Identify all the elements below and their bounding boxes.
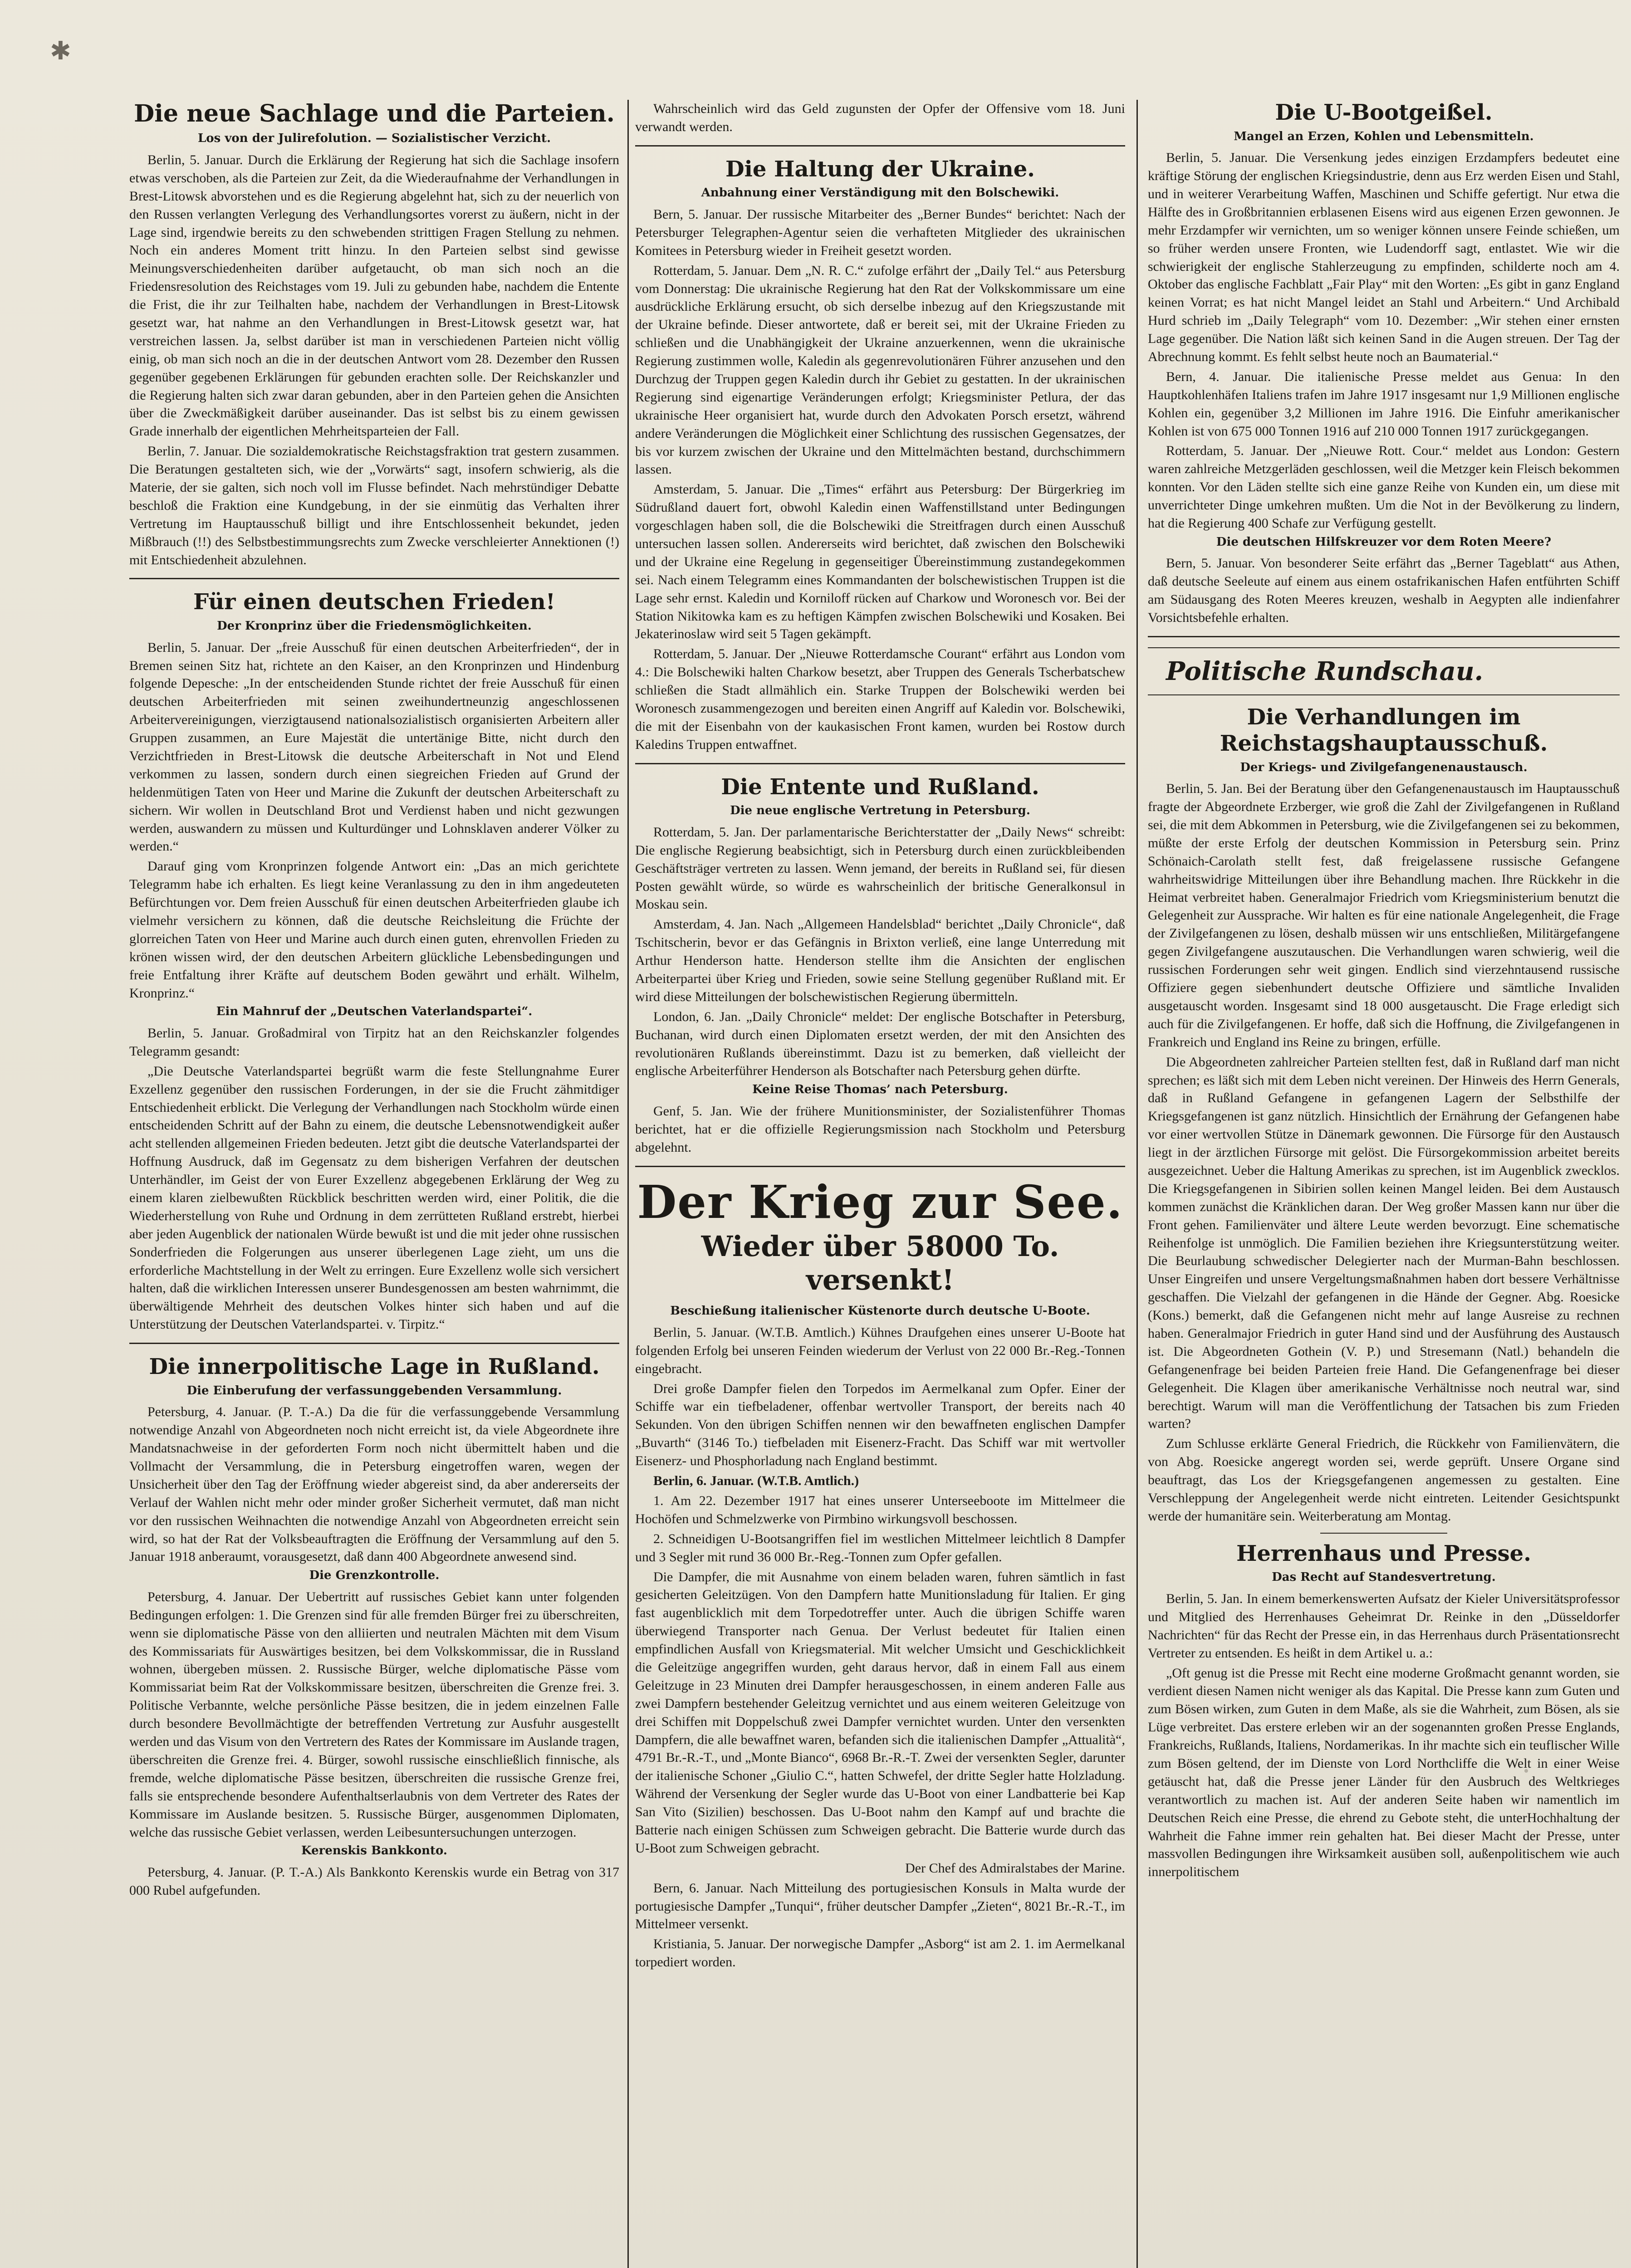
article-headline: Die innerpolitische Lage in Rußland. — [149, 1354, 600, 1380]
article-subheadline: Wieder über 58000 To. versenkt! — [701, 1229, 1059, 1296]
article-subkicker: Keine Reise Thomas’ nach Petersburg. — [752, 1083, 1008, 1097]
article-paragraph: Berlin, 5. Jan. Bei der Beratung über den Gefangenenaustausch im Hauptausschuß fragte der Abgeordnete Erzberger, wie groß die Zahl der Zivilgefangenen in Rußland sei, die mit dem Abkommen in Petersburg, wie die Zivilgefangenen sei zu bekommen, müßte der erste Erfolg der deutschen Kommission in Petersburg sein. Prinz Schönaich-Carolath stellt fest, daß freigelassene russische Gefangene wahrheitswidrige Mitteilungen über ihre Behandlung machen. Ihre Rückkehr in die Heimat verbreitet haben. Generalmajor Friedrich vom Kriegsministerium benutzt die Gelegenheit zur Aussprache. Wir halten es für eine nationale Angelegenheit, die Frage der Zivilgefangenen zu lösen, deshalb müssen wir uns entschließen, Militärgefangene gegen Zivilgefangene auszutauschen. Die Verhandlungen waren schwierig, weil die russischen Forderungen sehr weit gingen. Endlich sind vierzehntausend russische Offiziere gegen siebenhundert deutsche Offiziere und sämtliche Invaliden ausgetauscht worden. Insgesamt sind 18 000 ausgetauscht. Die Frage erledigt sich auch für die Zivilgefangenen. Er hoffe, daß sich die Hoffnung, die Zivilgefangenen in Frankreich und England ins Reine zu bringen, erfülle. — [1148, 781, 1620, 1050]
article-subkicker: Ein Mahnruf der „Deutschen Vaterlandspartei“. — [216, 1005, 533, 1019]
article-kicker: Die neue englische Vertretung in Petersburg. — [730, 804, 1030, 818]
article-separator — [1320, 1533, 1447, 1534]
article-paragraph: Berlin, 5. Januar. Großadmiral von Tirpitz hat an den Reichskanzler folgendes Telegramm gesandt: — [129, 1026, 619, 1059]
article-kicker: Der Kronprinz über die Friedensmöglichkeiten. — [217, 619, 532, 633]
article-paragraph: Bern, 5. Januar. Von besonderer Seite erfährt das „Berner Tageblatt“ aus Athen, daß deutsche Seeleute auf einem aus einem ostafrikanischen Hafen entführten Schiff am Südausgang des Roten Meeres kreuzen, weshalb in Aegypten alle indienfahrer Vorsichtsbefehle erhalten. — [1148, 556, 1620, 626]
article-kicker: Los von der Julirefolution. — Sozialistischer Verzicht. — [198, 132, 551, 146]
article-paragraph: „Oft genug ist die Presse mit Recht eine moderne Großmacht genannt worden, sie verdient diesen Namen nicht weniger als das Kapital. Die Presse kann zum Guten und zum Bösen wirken, zum Guten in dem Maße, als sie die Wahrheit, zum Bösen, als sie Lüge verbreitet. Das erstere erleben wir an der sogenannten großen Presse Englands, Frankreichs, Rußlands, Italiens, Nordamerikas. In ihr machte sich ein teuflischer Wille zum Bösen geltend, der im Dienste von Lord Northcliffe die Welt in einer Weise getäuscht hat, daß die Presse jener Länder für den Ausbruch des Weltkrieges verantwortlich zu machen ist. Auf der anderen Seite haben wir namentlich im Deutschen Reich eine Presse, die ehrend zu Gebote steht, die unterHochhaltung der Wahrheit die Fahne immer rein gehalten hat. Bei dieser Macht der Presse, unter massvollen Bedingungen ihre Wirksamkeit ausüben soll, außenpolitischem wie auch innerpolitischem — [1148, 1665, 1620, 1880]
article-subkicker: Die deutschen Hilfskreuzer vor dem Roten Meere? — [1216, 535, 1552, 549]
lead-paragraph: Wahrscheinlich wird das Geld zugunsten der Opfer der Offensive vom 18. Juni verwandt werden. — [635, 101, 1125, 134]
column-rule — [1136, 100, 1138, 2268]
article-war-at-sea — [635, 1177, 1125, 1972]
article-u-boat — [1148, 100, 1620, 627]
column-1 — [129, 100, 619, 2268]
article-ukraine — [635, 156, 1125, 754]
article-headline: Die Entente und Rußland. — [721, 774, 1039, 800]
article-paragraph: Berlin, 5. Januar. Die Versenkung jedes einzigen Erzdampfers bedeutet eine kräftige Störung der englischen Kriegsindustrie, denn aus Erz werden Eisen und Stahl, und in weiterer Verarbeitung Waffen, Maschinen und Schiffe gefertigt. Nur etwa die Hälfte des in Großbritannien erblasenen Eisens wird aus eigenen Erzen gewonnen. Je mehr Erzdampfer wir vernichten, um so weniger können unsere Feinde schießen, um so früher werden unsere Fronten, wie Ludendorff sagt, entlastet. Wie wir die schwierigkeit der englische Stahlerzeugung zu empfinden, schilderte noch am 4. Oktober das englische Fachblatt „Fair Play“ mit den Worten: „Es gibt in ganz England keinen Vorrat; es hat nicht Mangel leidet an Stahl und Arbeitern.“ Und Archibald Hurd schrieb im „Daily Telegraph“ vom 10. Dezember: „Wir stehen einer ernsten Lage gegenüber. Die Nation läßt sich keinen Sand in die Augen streuen. Der Tag der Abrechnung kommt. Es fehlt selbst heute noch an Baumaterial.“ — [1148, 150, 1620, 364]
article-separator — [635, 1166, 1125, 1167]
article-herrenhaus — [1148, 1541, 1620, 1881]
article-reichstag — [1148, 704, 1620, 1525]
article-kicker: Das Recht auf Standesvertretung. — [1272, 1570, 1496, 1584]
article-kicker: Der Kriegs- und Zivilgefangenenaustausch. — [1240, 760, 1528, 774]
article-paragraph: London, 6. Jan. „Daily Chronicle“ meldet: Der englische Botschafter in Petersburg, Buchanan, wird durch einen Diplomaten ersetzt werden, der mit den Ansichten des revolutionären Rußlands übereinstimmt. Dazu ist zu bemerken, daß vielleicht der englische Arbeiterführer Henderson als Botschafter nach Petersburg gehen dürfte. — [635, 1009, 1125, 1079]
article-paragraph: Berlin, 5. Januar. Durch die Erklärung der Regierung hat sich die Sachlage insofern etwas verschoben, als die Parteien zur Zeit, da die Wiederaufnahme der Verhandlungen in Brest-Litowsk abvorstehen und es die Regierung abgelehnt hat, sich zu der neuerlich von den Russen verlangten Verlegung des Verhandlungsortes vorerst zu äußern, nicht in der Lage sind, irgendwie bereits zu den schwebenden strittigen Fragen Stellung zu nehmen. Noch ein anderes Moment tritt hinzu. In den Parteien selbst sind gewisse Meinungsverschiedenheiten darüber aufgetaucht, ob man sich noch an die Friedensresolution des Reichstages vom 19. Juli zu gebunden habe, nachdem die Entente die Frist, die ihr zur Teilhalten habe, nachdem der Verhandlungen in Brest-Litowsk gesetzt war, hat nahme an den Verhandlungen in Brest-Litowsk gesetzt war, hat verstreichen lassen. Ja, selbst darüber ist man in verschiedenen Parteien nicht völlig einig, ob man sich noch an die in der deutschen Antwort vom 28. Dezember den Russen gegenüber gegebenen Erklärungen für gebunden erachten solle. Der Reichskanzler und die Regierung halten sich zwar daran gebunden, aber in den Parteien gehen die Ansichten über die Zweckmäßigkeit darüber auseinander. Das ist selbst bis zu einem gewissen Grade innerhalb der eigentlichen Mehrheitsparteien der Fall. — [129, 152, 619, 439]
article-subkicker: Kerenskis Bankkonto. — [301, 1844, 447, 1858]
article-paragraph: Bern, 4. Januar. Die italienische Presse meldet aus Genua: In den Hauptkohlenhäfen Italiens trafen im Jahre 1917 insgesamt nur 1,9 Millionen englische Kohlen ein, gegenüber 3,2 Millionen im Jahre 1916. Die Einfuhr amerikanischer Kohlen ist von 675 000 Tonnen 1916 auf 210 000 Tonnen 1917 zurückgegangen. — [1148, 369, 1620, 439]
article-paragraph: Bern, 6. Januar. Nach Mitteilung des portugiesischen Konsuls in Malta wurde der portugiesische Dampfer „Tunqui“, früher deutscher Dampfer „Zieten“, 8021 Br.-R.-T., im Mittelmeer versenkt. — [635, 1880, 1125, 1932]
article-signature: Der Chef des Admiralstabes der Marine. — [905, 1860, 1125, 1876]
article-headline: Die Verhandlungen im Reichstagshauptausschuß. — [1220, 704, 1548, 757]
article-headline: Die Haltung der Ukraine. — [725, 156, 1035, 182]
article-paragraph: Rotterdam, 5. Jan. Der parlamentarische Berichterstatter der „Daily News“ schreibt: Die englische Regierung beabsichtigt, sich in Petersburg durch einen zurückbleibenden Geschäftsträger vertreten zu lassen. Wenn jemand, der bereits in Rußland sei, für diesen Posten gewählt würde, so würde es wahrscheinlich der britische Generalkonsul in Moskau sein. — [635, 824, 1125, 912]
article-kicker: Die Einberufung der verfassunggebenden Versammlung. — [186, 1383, 562, 1398]
article-subkicker: Die Grenzkontrolle. — [309, 1569, 440, 1583]
article-paragraph: Berlin, 5. Januar. Der „freie Ausschuß für einen deutschen Arbeiterfrieden“, der in Bremen seinen Sitz hat, richtete an den Kaiser, an den Kronprinzen und Hindenburg folgende Depesche: „In der entscheidenden Stunde richtet der freie Ausschuß für einen deutschen Arbeiterfrieden mit seinen zweihundertneunzig angeschlossenen Arbeitervereinigungen, vierzigtausend nationalsozialistisch organisierten Arbeitern aller Gruppen zusammen, an Eure Majestät die untertänige Bitte, nicht durch den Verzichtfrieden in Brest-Litowsk die deutsche Arbeiterschaft in Not und Elend verkommen zu lassen, sondern durch einen siegreichen Frieden auf Grund der heldenmütigen Taten von Heer und Marine die Zukunft der deutschen Arbeiterschaft zu sichern. Wir wollen in Deutschland Brot und Verdienst haben und nicht gezwungen werden, auswandern zu müssen und Kulturdünger und Lohnsklaven anderer Völker zu werden.“ — [129, 640, 619, 854]
article-headline: Herrenhaus und Presse. — [1236, 1540, 1531, 1566]
column-rule — [627, 100, 629, 2268]
article-german-peace — [129, 589, 619, 1334]
article-paragraph: Bern, 5. Januar. Der russische Mitarbeiter des „Berner Bundes“ berichtet: Nach der Petersburger Telegraphen-Agentur seien die verhafteten Mitglieder des ukrainischen Komitees in Petersburg wieder in Freiheit gesetzt worden. — [635, 206, 1125, 258]
article-paragraph: Berlin, 5. Jan. In einem bemerkenswerten Aufsatz der Kieler Universitätsprofessor und Mitglied des Herrenhauses Geheimrat Dr. Reinke in den „Düsseldorfer Nachrichten“ für das Recht der Presse ein, in das Herrenhaus durch Präsentationsrecht Vertreter zu entsenden. Es heißt in dem Artikel u. a.: — [1148, 1591, 1620, 1661]
article-kicker: Beschießung italienischer Küstenorte durch deutsche U-Boote. — [670, 1304, 1090, 1318]
article-parties — [129, 100, 619, 569]
article-kicker: Mangel an Erzen, Kohlen und Lebensmitteln. — [1234, 129, 1534, 143]
article-paragraph: Drei große Dampfer fielen den Torpedos im Aermelkanal zum Opfer. Einer der Schiffe war ein tiefbeladener, offenbar wertvoller Transport, der bereits nach 40 Sekunden. Von den übrigen Schiffen nennen wir den bewaffneten englischen Dampfer „Buvarth“ (3146 To.) tiefbeladen mit Eisenerz-Fracht. Das Schiff war mit wertvoller Eisenerz- und Phosphorladung nach England bestimmt. — [635, 1381, 1125, 1469]
article-paragraph: Rotterdam, 5. Januar. Dem „N. R. C.“ zufolge erfährt der „Daily Tel.“ aus Petersburg vom Donnerstag: Die ukrainische Regierung hat den Rat der Volkskommissare um eine ausdrückliche Erklärung ersucht, ob sich derselbe inbezug auf den Kriegszustande mit der Ukraine befinde. Dieser antwortete, daß er bereit sei, mit der Ukraine Frieden zu schließen und die Unabhängigkeit der Ukraine anzuerkennen, wenn die ukrainische Regierung zustimmen wolle, Kaledin als gegenrevolutionären Führer anzusehen und den Durchzug der Truppen gegen Kaledin durch ihr Gebiet zu gestatten. In der ukrainischen Regierung sind eigenartige Veränderungen erfolgt; Kriegsminister Petlura, der das ukrainische Heer organisiert hat, wurde durch den Advokaten Porsch ersetzt, während andere Veränderungen die Möglichkeit einer Schlichtung des russischen Gegensatzes, der bis vor kurzem zwischen der Ukraine und den Mittelmächten bestand, durchschimmern lassen. — [635, 263, 1125, 477]
article-paragraph: Rotterdam, 5. Januar. Der „Nieuwe Rott. Cour.“ meldet aus London: Gestern waren zahlreiche Metzgerläden geschlossen, weil die Metzger kein Fleisch bekommen konnten. Vor den Läden stellte sich eine ganze Reihe von Kunden ein, um diese mit unverrichteter Dinge umkehren mußten. Um die Not in der Bevölkerung zu lindern, hat die Regierung 400 Schafe zur Verfügung gestellt. — [1148, 443, 1620, 531]
article-paragraph: Amsterdam, 5. Januar. Die „Times“ erfährt aus Petersburg: Der Bürgerkrieg im Südrußland dauert fort, obwohl Kaledin einen Waffenstillstand unter Bedingungen vorgeschlagen haben soll, die die Bolschewiki die Streitfragen durch einen Ausschuß untersuchen lassen sollen. Andererseits wird berichtet, daß zwischen den Bolschewiki und der Ukraine eine Regelung in gegenseitiger Übereinstimmung zustandegekommen sei. Nach einem Telegramm eines Kommandanten der bolschewistischen Truppen ist die Lage sehr ernst. Kaledin und Korniloff rücken auf Charkow und Woronesch vor. Bei der Station Nikitowka kam es zu heftigen Kämpfen zwischen Bolschewiki und Kosaken. Bei Jekaterinoslaw wird seit 5 Tagen gekämpft. — [635, 482, 1125, 642]
article-paragraph: Amsterdam, 4. Jan. Nach „Allgemeen Handelsblad“ berichtet „Daily Chronicle“, daß Tschitscherin, bevor er das Gefängnis in Brixton verließ, eine lange Unterredung mit Arthur Henderson hatte. Henderson stellte ihm die Ansichten der englischen Arbeiterpartei über Krieg und Frieden, sowie seine Stellung gegenüber Rußland mit. Er wird diese Mitteilungen der bolschewistischen Regierung übermitteln. — [635, 917, 1125, 1004]
column-2 — [635, 100, 1125, 2268]
article-paragraph: Die Abgeordneten zahlreicher Parteien stellten fest, daß in Rußland darf man nicht sprechen; es läßt sich mit dem Leben nicht vereinen. Der Hinweis des Herrn Generals, daß in Rußland Gefangene in gefangenen Lagern der Selbsthilfe der Kriegsgefangenen ist ganz nützlich. Hinsichtlich der Ernährung der Gefangenen habe vor einer wertvollen Stütze in Dänemark gewonnen. Die Fürsorge für den Austausch liegt in der ärztlichen Fürsorge mit gelöst. Die Fürsorgekommission arbeitet bereits ausgezeichnet. Ueber die Haltung Amerikas zu sprechen, ist im Augenblick zwecklos. Die Kriegsgefangenen in Sibirien sollen keinen Mangel leiden. Bei dem Austausch kommen zunächst die Kränklichen daran. Der Weg großer Massen kann nur über die Front gehen. Familienväter und ältere Leute werden bevorzugt. Eine schematische Reihenfolge ist unmöglich. Die Familien beziehen ihre Kriegsunterstützung weiter. Die Beurlaubung schwedischer Delegierter nach der Murman-Bahn beschlossen. Unser Eingreifen und unsere Vergeltungsmaßnahmen haben dort bessere Verhältnisse geschaffen. Die Vielzahl der gefangenen in die Hände der Gegner. Abg. Roesicke (Kons.) bemerkt, daß die Gefangenen nicht mehr auf lange Ausreise zu rechnen haben. Generalmajor Friedrich in guter Hand sind und der Ausführung des Austausch ist. Die Abgeordneten Gothein (V. P.) und Stresemann (Natl.) behandeln die Gefangenenfrage bei beiden Parteien freie Hand. Die Gefangenenfrage bei dieser Gelegenheit. Die Klagen über amerikanische Verhältnisse noch neutral war, sind berechtigt. Warum will man die Veröffentlichung der Tatsachen bis zum Frieden warten? — [1148, 1054, 1620, 1432]
article-paragraph: 1. Am 22. Dezember 1917 hat eines unserer Unterseeboote im Mittelmeer die Hochöfen und Schmelzwerke von Pirmbino wirkungsvoll beschossen. — [635, 1493, 1125, 1526]
article-separator — [129, 1343, 619, 1344]
article-paragraph: Berlin, 5. Januar. (W.T.B. Amtlich.) Kühnes Draufgehen eines unserer U-Boote hat folgenden Erfolg bei unseren Feinden wiederum der Verlust von 22 000 Br.-Reg.-Tonnen eingebracht. — [635, 1325, 1125, 1376]
article-paragraph: Berlin, 7. Januar. Die sozialdemokratische Reichstagsfraktion trat gestern zusammen. Die Beratungen gestalteten sich, wie der „Vorwärts“ sagt, insofern schwierig, als die Materie, der sie galten, sich noch voll im Flusse befindet. Nach mehrstündiger Debatte beschloß die Fraktion eine Kundgebung, in der sie einmütig das Verhalten ihrer Vertretung im Hauptausschuß billigt und ihre Entschlossenheit bekundet, jeden Mißbrauch (!!) des Selbstbestimmungsrechts zum Zwecke verschleierter Annektionen (!) mit Entschiedenheit abzulehnen. — [129, 444, 619, 567]
article-russia-politics — [129, 1354, 619, 1900]
article-paragraph: Darauf ging vom Kronprinzen folgende Antwort ein: „Das an mich gerichtete Telegramm habe ich erhalten. Es liegt keine Veranlassung zu den in ihm angedeuteten Befürchtungen vor. Dem freien Ausschuß für einen deutschen Arbeiterfrieden glaube ich vielmehr versichern zu können, daß die deutsche Reichsleitung die Früchte der glorreichen Taten von Heer und Marine auch durch einen guten, ehrenvollen Frieden zu krönen wissen wird, der den deutschen Arbeitern glückliche Lebensbedingungen und freie Entfaltung ihrer Kräfte auf deutschem Boden gewährt und erhält. Wilhelm, Kronprinz.“ — [129, 859, 619, 1001]
article-paragraph: Petersburg, 4. Januar. (P. T.-A.) Als Bankkonto Kerenskis wurde ein Betrag von 317 000 Rubel aufgefunden. — [129, 1864, 619, 1898]
article-separator — [635, 145, 1125, 147]
article-headline: Die neue Sachlage und die Parteien. — [134, 100, 615, 127]
column-3 — [1148, 100, 1620, 2268]
article-kicker: Anbahnung einer Verständigung mit den Bolschewiki. — [701, 186, 1059, 200]
article-paragraph: „Die Deutsche Vaterlandspartei begrüßt warm die feste Stellungnahme Eurer Exzellenz gegenüber den russischen Forderungen, in der sie die Frucht zähmitdiger Entschiedenheit erblickt. Die Verlegung der Verhandlungen nach Stockholm würde einen entscheidenden Schritt auf der Bahn zu einem, die deutsche Lebensnotwendigkeit außer acht stellenden allgemeinen Frieden bedeuten. Jetzt gibt die deutsche Vaterlandspartei der Hoffnung Ausdruck, daß im Gegensatz zu dem bisherigen Verfahren der deutschen Unterhändler, im Geist der von Eurer Exzellenz abgegebenen Erklärung der Weg zu einem klaren zielbewußten Rückblick beschritten werden wird, einer Politik, die die Wiederherstellung von Ruhe und Ordnung in dem zerrütteten Rußland erstrebt, hierbei aber jeden Augenblick der nationalen Würde bewußt ist und die mit jeder ohne russischen Sonderfrieden die Folgerungen aus unserer überlegenen Lage zieht, um uns die erforderliche Machtstellung in der Welt zu erringen. Eure Exzellenz wolle sich versichert halten, daß die wirklichen Interessen unserer Bundesgenossen am besten wahrnimmt, die überwältigende Mehrheit des deutschen Volkes hinter sich haben und auf die Unterstützung der Deutschen Vaterlandspartei. v. Tirpitz.“ — [129, 1063, 619, 1332]
article-headline: Für einen deutschen Frieden! — [193, 589, 555, 615]
article-paragraph: Genf, 5. Jan. Wie der frühere Munitionsminister, der Sozialistenführer Thomas berichtet, hat er die offizielle Regierungsmission nach Stockholm und Petersburg abgelehnt. — [635, 1103, 1125, 1155]
article-paragraph: Petersburg, 4. Januar. Der Uebertritt auf russisches Gebiet kann unter folgenden Bedingungen erfolgen: 1. Die Grenzen sind für alle fremden Bürger frei zu überschreiten, wenn sie diplomatische Pässe von den alliierten und neutralen Mächten mit dem Visum des Kommissariats für Auswärtiges besitzen, bei dem Volkskommissar, die in Russland wohnen, übergeben müssen. 2. Russische Bürger, welche diplomatische Pässe vom Kommissariat beim Rat der Volkskommissare besitzen, überschreiten die Grenze frei. 3. Politische Verbannte, welche persönliche Pässe besitzen, die in jedem einzelnen Falle durch besondere Bevollmächtigte der betreffenden Vertretung zur Ausfuhr ausgestellt werden und das Visum von den Vertretern des Rates der Kommissare im Auslande tragen, überschreiten die Grenze frei. 4. Bürger, sowohl russische einschließlich finnische, als fremde, welche diplomatische Pässe besitzen, überschreiten die russische Grenze frei, falls sie entsprechende besondere Aufenthaltserlaubnis von dem Vertreter des Rates der Kommissare im Auslande besitzen. 5. Russische Bürger, ausgenommen Diplomaten, welche das russische Gebiet verlassen, werden Leibesuntersuchungen unterzogen. — [129, 1589, 619, 1840]
article-headline: Die U-Bootgeißel. — [1275, 100, 1493, 125]
article-paragraph: Petersburg, 4. Januar. (P. T.-A.) Da die für die verfassunggebende Versammlung notwendige Anzahl von Abgeordneten noch nicht erreicht ist, da viele Abgeordnete ihre Mandatsnachweise in der geforderten Form noch nicht übermittelt haben und die Vollmacht der Versammlung, die in Petersburg eingetroffen waren, wegen der Unsicherheit über den Tag der Eröffnung wieder abgereist sind, da aber andererseits der Verlauf der Wahlen nicht mehr oder minder großer Sicherheit vermutet, daß man nicht vor den russischen Weihnachten die notwendige Anzahl von Abgeordneten erreicht sein wird, so hat der Rat der Volksbeauftragten die Eröffnung der Versammlung auf den 5. Januar 1918 anberaumt, vorausgesetzt, daß dann 400 Abgeordnete anwesend sind. — [129, 1404, 619, 1564]
article-paragraph: Zum Schlusse erklärte General Friedrich, die Rückkehr von Familienvätern, die von Abg. Roesicke angeregt worden sei, werde geprüft. Unsere Organe sind beauftragt, das Los der Kriegsgefangenen angemessen zu gestalten. Eine Verschleppung der Angelegenheit werde nicht eintreten. Leitender Gesichtspunkt werde der humanitäre sein. Weiterberatung am Montag. — [1148, 1436, 1620, 1524]
article-paragraph: Berlin, 6. Januar. (W.T.B. Amtlich.) — [653, 1473, 859, 1489]
article-headline: Der Krieg zur See. — [637, 1175, 1123, 1229]
article-separator — [129, 578, 619, 579]
article-paragraph: 2. Schneidigen U-Bootsangriffen fiel im westlichen Mittelmeer leichtlich 8 Dampfer und 3 Segler mit rund 36 000 Br.-Reg.-Tonnen zum Opfer gefallen. — [635, 1531, 1125, 1564]
article-separator — [1148, 636, 1620, 637]
article-paragraph: Rotterdam, 5. Januar. Der „Nieuwe Rotterdamsche Courant“ erfährt aus London vom 4.: Die Bolschewiki halten Charkow besetzt, aber Truppen des Generals Tscherbatschew schließen die Stadt allmählich ein. Starke Truppen der Bolschewiki werden bei Woronesch zusammengezogen und bereiten einen Angriff auf Kaledin vor. Bolschewiki, die mit der Eisenbahn von der kaukasischen Front kamen, wurden bei Rostow durch Kaledins Truppen entwaffnet. — [635, 646, 1125, 752]
article-paragraph: Die Dampfer, die mit Ausnahme von einem beladen waren, fuhren sämtlich in fast gesicherten Geleitzügen. Von den Dampfern hatte Munitionsladung für Italien. Er ging fast augenblicklich mit dem Torpedotreffer unter. Auch die übrigen Schiffe waren überwiegend Transporter nach Genua. Der Verlust bedeutet für Italien einen empfindlichen Ausfall von Kriegsmaterial. Mit welcher Umsicht und Geschicklichkeit die Geleitzüge angegriffen wurden, geht daraus hervor, daß in einem Fall aus einem Geleitzuge in 23 Minuten drei Dampfer herausgeschossen, in einem anderen Falle aus zwei Dampfern bestehender Geleitzug vernichtet und aus einem weiteren Geleitzuge von drei Schiffen mit Doppelschuß zwei Dampfer vernichtet wurden. Unter den versenkten Dampfern, die alle bewaffnet waren, befanden sich die italienischen Dampfer „Attualità“, 4791 Br.-R.-T., und „Monte Bianco“, 6968 Br.-R.-T. Zwei der versenkten Segler, darunter der italienische Schoner „Giulio C.“, hatten Schwefel, der dritte Segler hatte Holzladung. Während der Versenkung der Segler wurde das U-Boot von einer Landbatterie bei Kap San Vito (Sizilien) beschossen. Das U-Boot nahm den Kampf auf und brachte die Batterie nach einigen Schüssen zum Schweigen gebracht. Die Batterie wurde durch das U-Boot zum Schweigen gebracht. — [635, 1569, 1125, 1856]
article-paragraph: Kristiania, 5. Januar. Der norwegische Dampfer „Asborg“ ist am 2. 1. im Aermelkanal torpediert worden. — [635, 1936, 1125, 1970]
page-corner-mark: ✱ — [50, 36, 71, 66]
section-rubric: Politische Rundschau. — [1148, 647, 1620, 695]
article-entente-russia — [635, 774, 1125, 1157]
article-separator — [635, 763, 1125, 764]
